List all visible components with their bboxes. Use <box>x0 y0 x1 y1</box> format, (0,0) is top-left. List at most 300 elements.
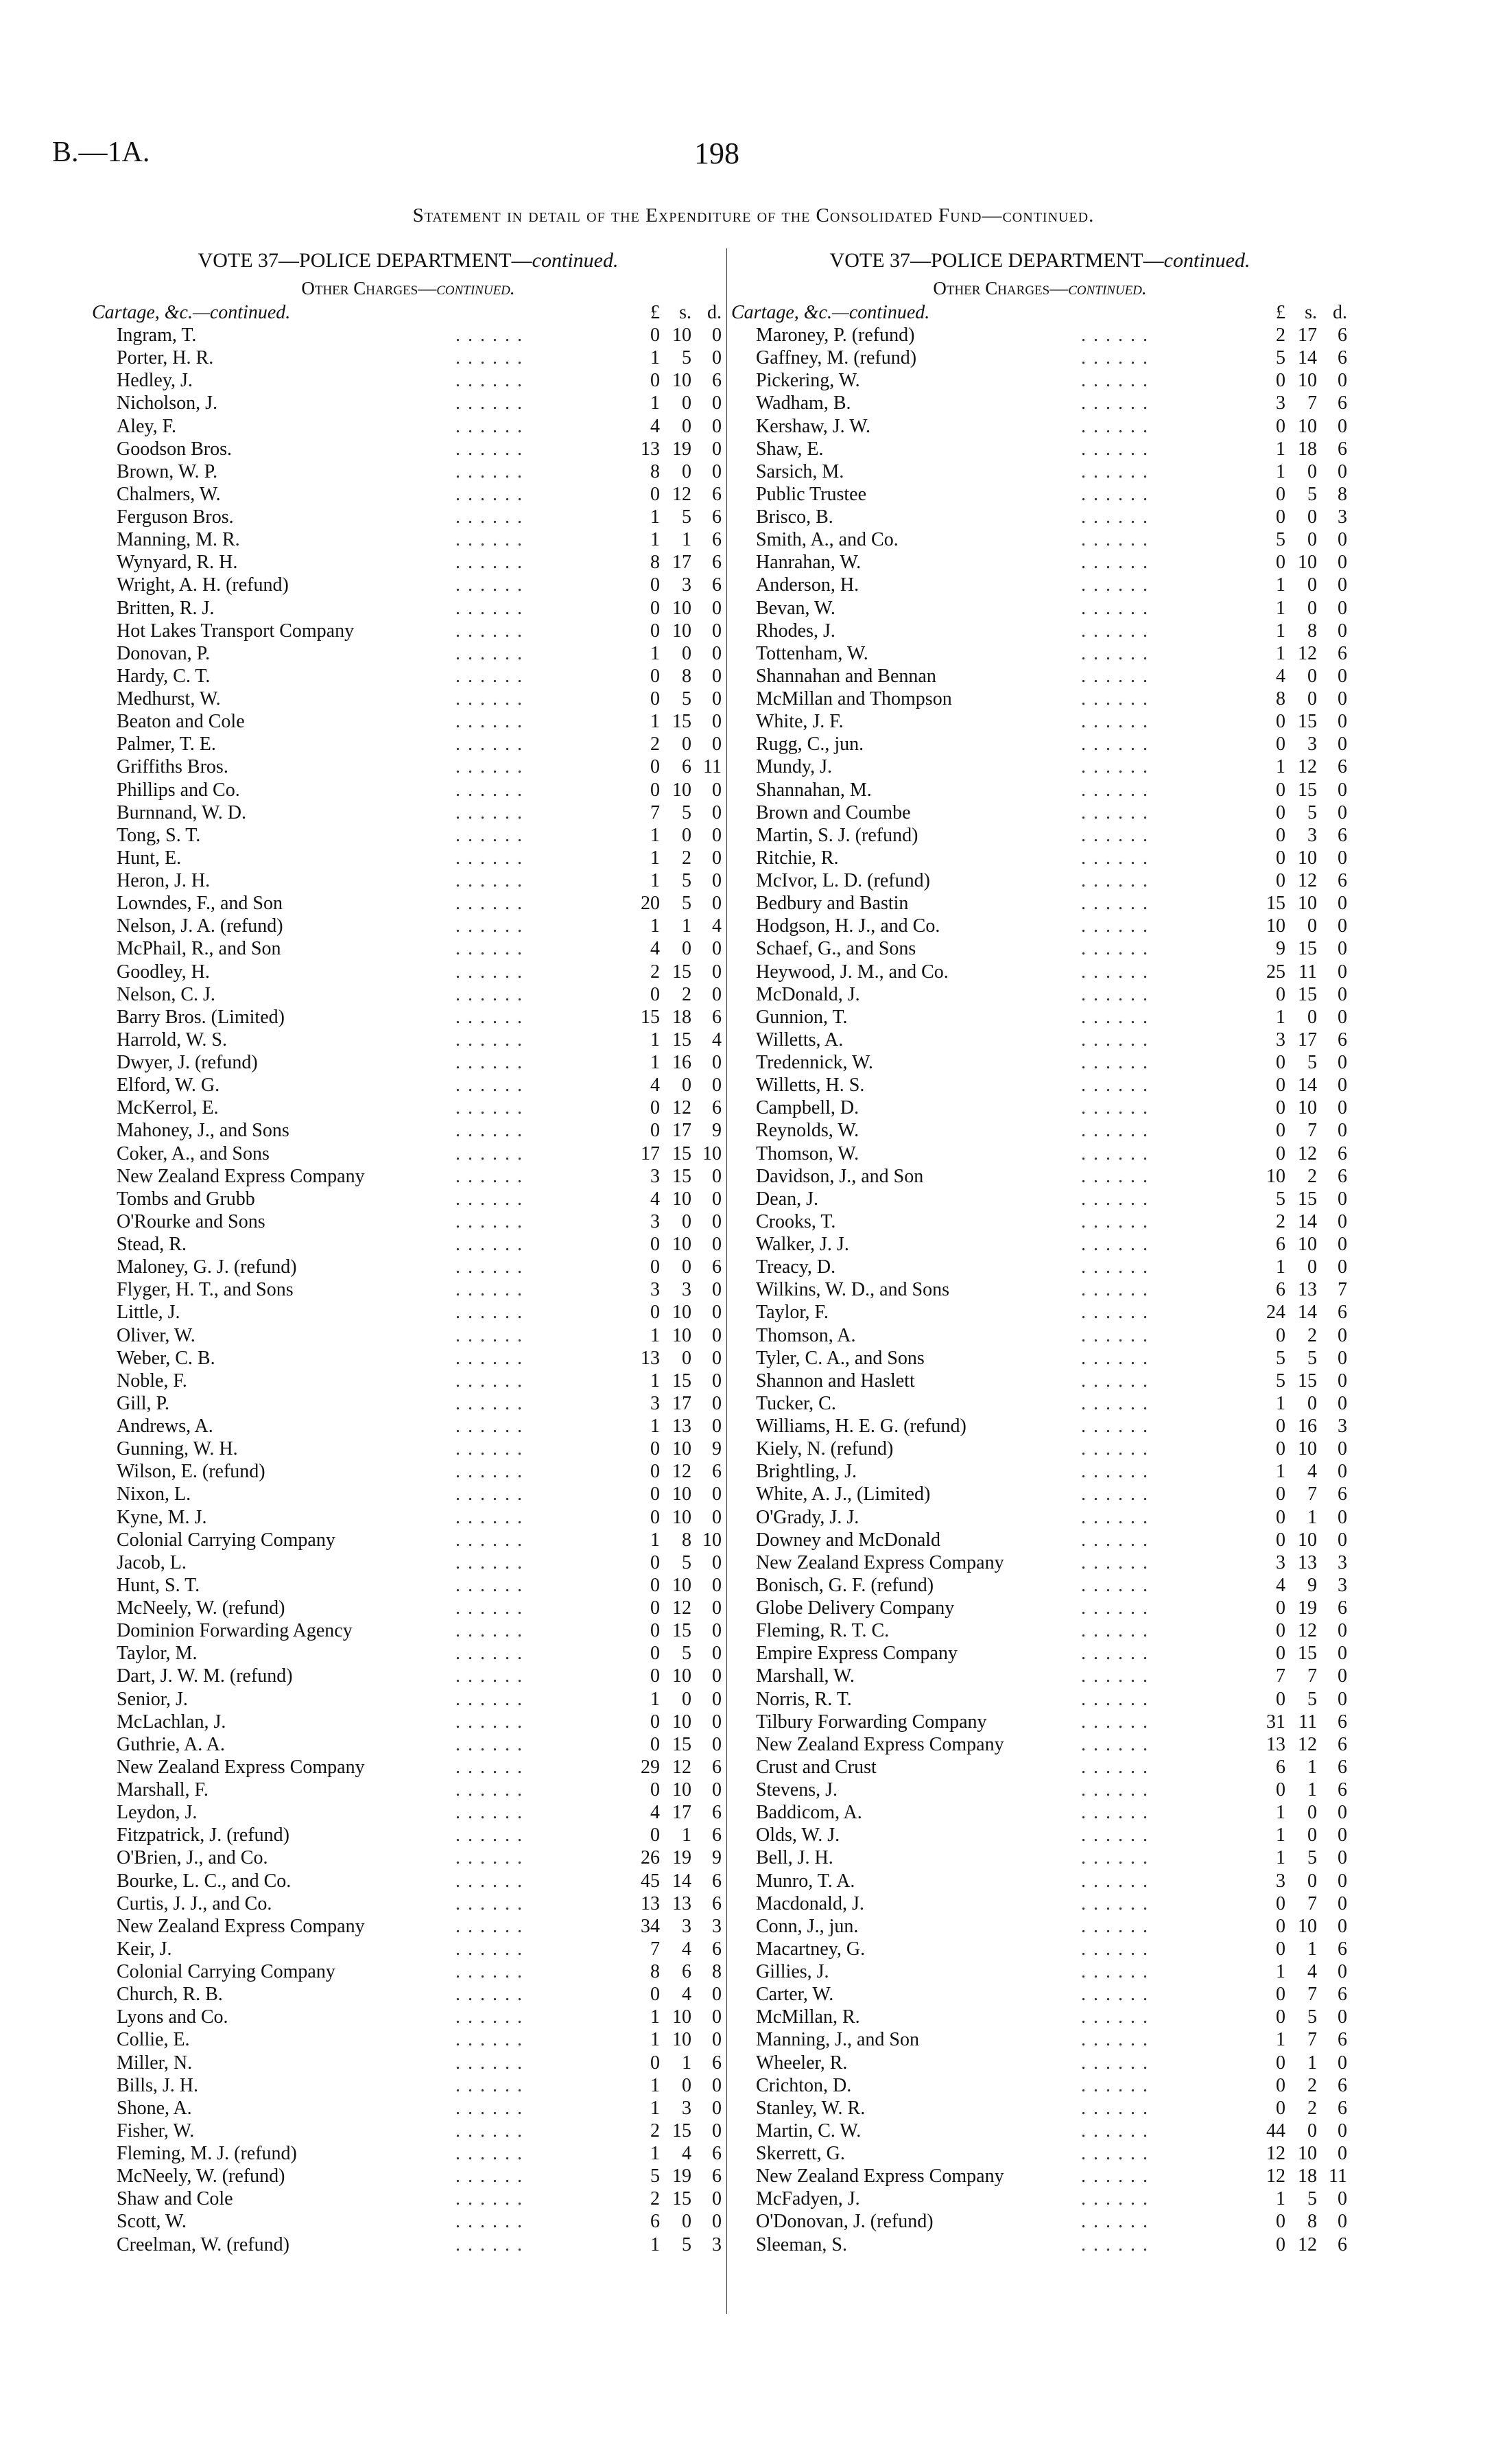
amount-pence: 0 <box>712 665 722 687</box>
payee-name: Creelman, W. (refund) <box>117 2233 289 2255</box>
amount-shillings: 18 <box>1298 2166 1317 2187</box>
amount-pounds: 0 <box>1276 483 1285 505</box>
ledger-row <box>731 1006 1349 1029</box>
amount-pence: 0 <box>1338 711 1347 733</box>
leader-dots: . . . . . . <box>455 1643 523 1665</box>
payee-name: New Zealand Express Company <box>117 1915 365 1937</box>
payee-name: Empire Express Company <box>756 1643 958 1665</box>
amount-pence: 6 <box>1338 2097 1347 2119</box>
amount-pence: 6 <box>1338 2074 1347 2096</box>
leader-dots: . . . . . . <box>1081 415 1149 437</box>
payee-name: Sarsich, M. <box>756 460 844 482</box>
amount-pence: 6 <box>712 2143 722 2164</box>
amount-pence: 0 <box>1338 2143 1347 2164</box>
leader-dots: . . . . . . <box>455 1506 523 1528</box>
payee-name: Olds, W. J. <box>756 1824 840 1846</box>
amount-pence: 6 <box>1338 1984 1347 2006</box>
leader-dots: . . . . . . <box>455 2166 523 2187</box>
amount-shillings: 19 <box>672 1847 691 1869</box>
amount-pence: 0 <box>1338 1052 1347 1073</box>
ledger-row <box>92 688 724 710</box>
amount-shillings: 15 <box>672 1142 691 1164</box>
amount-pounds: 13 <box>641 1347 660 1369</box>
amount-pounds: 0 <box>650 779 660 801</box>
payee-name: New Zealand Express Company <box>756 1551 1004 1573</box>
amount-pounds: 0 <box>650 665 660 687</box>
payee-name: Collie, E. <box>117 2029 190 2051</box>
amount-pence: 6 <box>1338 1733 1347 1755</box>
amount-pounds: 1 <box>650 1029 660 1051</box>
amount-pence: 6 <box>1338 824 1347 846</box>
ledger-row <box>731 1278 1349 1301</box>
ledger-row <box>731 1892 1349 1915</box>
payee-name: Guthrie, A. A. <box>117 1733 225 1755</box>
amount-pence: 6 <box>1338 1711 1347 1733</box>
payee-name: Kyne, M. J. <box>117 1506 207 1528</box>
leader-dots: . . . . . . <box>1081 1574 1149 1596</box>
payee-name: Hanrahan, W. <box>756 552 862 574</box>
ledger-row <box>92 1188 724 1210</box>
amount-pence: 0 <box>1338 1075 1347 1096</box>
amount-pence: 6 <box>1338 2233 1347 2255</box>
leader-dots: . . . . . . <box>455 1438 523 1460</box>
amount-pence: 0 <box>712 938 722 960</box>
amount-pence: 6 <box>712 1938 722 1960</box>
ledger-row <box>92 779 724 801</box>
leader-dots: . . . . . . <box>1081 392 1149 414</box>
leader-dots: . . . . . . <box>455 1551 523 1573</box>
ledger-row <box>731 483 1349 506</box>
amount-pounds: 0 <box>650 1438 660 1460</box>
amount-shillings: 5 <box>1307 2188 1317 2210</box>
ledger-row <box>731 733 1349 755</box>
leader-dots: . . . . . . <box>455 552 523 574</box>
leader-dots: . . . . . . <box>455 2006 523 2028</box>
amount-pounds: 0 <box>1276 1892 1285 1914</box>
ledger-row <box>731 1165 1349 1188</box>
amount-pounds: 2 <box>650 2120 660 2142</box>
leader-dots: . . . . . . <box>455 1370 523 1392</box>
leader-dots: . . . . . . <box>1081 847 1149 869</box>
amount-pence: 9 <box>712 1438 722 1460</box>
amount-pence: 0 <box>1338 1392 1347 1414</box>
payee-name: Tredennick, W. <box>756 1052 873 1073</box>
leader-dots: . . . . . . <box>1081 1279 1149 1301</box>
amount-pounds: 7 <box>650 1938 660 1960</box>
vote-heading-left: VOTE 37—POLICE DEPARTMENT—continued. <box>198 249 619 272</box>
leader-dots: . . . . . . <box>1081 961 1149 983</box>
leader-dots: . . . . . . <box>455 1733 523 1755</box>
payee-name: Anderson, H. <box>756 574 859 596</box>
amount-pounds: 1 <box>1276 1392 1285 1414</box>
amount-pence: 6 <box>712 1870 722 1892</box>
leader-dots: . . . . . . <box>1081 1438 1149 1460</box>
amount-shillings: 3 <box>682 2097 691 2119</box>
amount-pence: 6 <box>712 1461 722 1483</box>
payee-name: Taylor, M. <box>117 1643 198 1665</box>
shillings-header: s. <box>679 302 691 323</box>
payee-name: Ritchie, R. <box>756 847 839 869</box>
ledger-row <box>731 1210 1349 1233</box>
amount-pence: 6 <box>712 1824 722 1846</box>
leader-dots: . . . . . . <box>1081 620 1149 642</box>
amount-shillings: 15 <box>1298 1370 1317 1392</box>
payee-name: Skerrett, G. <box>756 2143 845 2164</box>
amount-pounds: 0 <box>650 1097 660 1119</box>
leader-dots: . . . . . . <box>1081 438 1149 460</box>
payee-name: McMillan and Thompson <box>756 688 952 709</box>
amount-shillings: 10 <box>672 1574 691 1596</box>
leader-dots: . . . . . . <box>455 1029 523 1051</box>
amount-pence: 6 <box>712 1892 722 1914</box>
leader-dots: . . . . . . <box>1081 2074 1149 2096</box>
leader-dots: . . . . . . <box>455 1097 523 1119</box>
ledger-row <box>731 983 1349 1006</box>
ledger-row <box>731 665 1349 688</box>
leader-dots: . . . . . . <box>455 870 523 891</box>
amount-pounds: 1 <box>650 1416 660 1437</box>
amount-pounds: 44 <box>1266 2120 1285 2142</box>
payee-name: Flyger, H. T., and Sons <box>117 1279 294 1301</box>
ledger-row <box>731 1801 1349 1824</box>
payee-name: Bevan, W. <box>756 597 835 619</box>
amount-pence: 0 <box>712 1733 722 1755</box>
amount-pounds: 25 <box>1266 961 1285 983</box>
leader-dots: . . . . . . <box>1081 1756 1149 1778</box>
amount-shillings: 12 <box>1298 1733 1317 1755</box>
ledger-row <box>92 1665 724 1687</box>
leader-dots: . . . . . . <box>455 1165 523 1187</box>
amount-pounds: 0 <box>1276 1643 1285 1665</box>
payee-name: Kershaw, J. W. <box>756 415 870 437</box>
document-reference: B.—1A. <box>52 137 150 168</box>
leader-dots: . . . . . . <box>1081 824 1149 846</box>
leader-dots: . . . . . . <box>1081 2029 1149 2051</box>
payee-name: Bills, J. H. <box>117 2074 199 2096</box>
ledger-row <box>92 937 724 960</box>
amount-pence: 10 <box>702 1142 722 1164</box>
amount-pence: 6 <box>712 1756 722 1778</box>
amount-pence: 0 <box>1338 779 1347 801</box>
amount-pence: 0 <box>712 325 722 346</box>
amount-pence: 6 <box>1338 1302 1347 1324</box>
amount-shillings: 1 <box>1307 1779 1317 1800</box>
amount-shillings: 10 <box>672 1711 691 1733</box>
leader-dots: . . . . . . <box>455 325 523 346</box>
leader-dots: . . . . . . <box>455 1324 523 1346</box>
amount-pounds: 1 <box>650 506 660 528</box>
amount-pence: 0 <box>712 1665 722 1687</box>
amount-shillings: 14 <box>672 1870 691 1892</box>
amount-pence: 0 <box>712 642 722 664</box>
payee-name: Hot Lakes Transport Company <box>117 620 355 642</box>
ledger-row <box>731 369 1349 392</box>
amount-pence: 0 <box>712 2188 722 2210</box>
amount-shillings: 0 <box>1307 574 1317 596</box>
leader-dots: . . . . . . <box>1081 1302 1149 1324</box>
leader-dots: . . . . . . <box>455 1665 523 1687</box>
ledger-row <box>92 597 724 620</box>
leader-dots: . . . . . . <box>1081 779 1149 801</box>
amount-shillings: 1 <box>1307 1506 1317 1528</box>
amount-pence: 0 <box>712 1779 722 1800</box>
amount-pence: 0 <box>712 1075 722 1096</box>
ledger-row <box>731 688 1349 710</box>
amount-pence: 6 <box>712 506 722 528</box>
amount-pounds: 0 <box>1276 2052 1285 2074</box>
amount-shillings: 5 <box>682 688 691 709</box>
ledger-row <box>92 1688 724 1711</box>
leader-dots: . . . . . . <box>455 801 523 823</box>
amount-pence: 6 <box>712 552 722 574</box>
payee-name: Shaw, E. <box>756 438 824 460</box>
pence-header: d. <box>1333 302 1347 323</box>
ledger-row <box>92 892 724 915</box>
amount-shillings: 14 <box>1298 1302 1317 1324</box>
amount-pounds: 0 <box>1276 870 1285 891</box>
amount-pounds: 1 <box>650 915 660 937</box>
amount-pounds: 0 <box>1276 1324 1285 1346</box>
amount-pence: 0 <box>1338 1234 1347 1255</box>
amount-shillings: 15 <box>1298 938 1317 960</box>
ledger-row <box>731 779 1349 801</box>
payee-name: Jacob, L. <box>117 1551 187 1573</box>
ledger-row <box>92 415 724 438</box>
leader-dots: . . . . . . <box>1081 2166 1149 2187</box>
ledger-row <box>731 847 1349 869</box>
amount-pounds: 0 <box>1276 1915 1285 1937</box>
amount-shillings: 10 <box>672 1324 691 1346</box>
amount-pence: 3 <box>1338 1574 1347 1596</box>
leader-dots: . . . . . . <box>1081 2143 1149 2164</box>
amount-pence: 0 <box>1338 961 1347 983</box>
payee-name: McNeely, W. (refund) <box>117 1597 285 1619</box>
leader-dots: . . . . . . <box>1081 1665 1149 1687</box>
leader-dots: . . . . . . <box>455 961 523 983</box>
payee-name: Wilkins, W. D., and Sons <box>756 1279 950 1301</box>
leader-dots: . . . . . . <box>455 347 523 369</box>
payee-name: Oliver, W. <box>117 1324 195 1346</box>
leader-dots: . . . . . . <box>455 392 523 414</box>
amount-pounds: 0 <box>1276 1120 1285 1142</box>
payee-name: Ingram, T. <box>117 325 197 346</box>
ledger-row <box>731 1051 1349 1074</box>
payee-name: Brisco, B. <box>756 506 833 528</box>
amount-pence: 0 <box>1338 370 1347 392</box>
amount-pence: 0 <box>1338 1529 1347 1551</box>
amount-pounds: 3 <box>650 1279 660 1301</box>
amount-pounds: 1 <box>1276 460 1285 482</box>
leader-dots: . . . . . . <box>455 824 523 846</box>
amount-pounds: 0 <box>1276 1938 1285 1960</box>
ledger-row <box>731 1460 1349 1483</box>
amount-pence: 0 <box>712 2211 722 2233</box>
ledger-row <box>731 1438 1349 1460</box>
amount-pounds: 0 <box>650 1256 660 1278</box>
payee-name: Hodgson, H. J., and Co. <box>756 915 940 937</box>
amount-pence: 6 <box>712 2166 722 2187</box>
amount-shillings: 9 <box>1307 1574 1317 1596</box>
ledger-row <box>731 1870 1349 1892</box>
ledger-row <box>92 801 724 824</box>
amount-shillings: 13 <box>1298 1551 1317 1573</box>
ledger-row <box>731 1574 1349 1597</box>
amount-pounds: 0 <box>650 1551 660 1573</box>
payee-name: Wheeler, R. <box>756 2052 848 2074</box>
amount-pounds: 1 <box>650 1529 660 1551</box>
amount-pence: 3 <box>712 1915 722 1937</box>
ledger-row <box>92 1801 724 1824</box>
payee-name: Colonial Carrying Company <box>117 1529 335 1551</box>
ledger-row <box>731 824 1349 847</box>
amount-shillings: 8 <box>1307 2211 1317 2233</box>
leader-dots: . . . . . . <box>455 2211 523 2233</box>
amount-pence: 11 <box>703 756 722 778</box>
amount-shillings: 17 <box>672 1392 691 1414</box>
leader-dots: . . . . . . <box>1081 1120 1149 1142</box>
ledger-row <box>731 347 1349 369</box>
amount-shillings: 18 <box>1298 438 1317 460</box>
payee-name: Noble, F. <box>117 1370 187 1392</box>
ledger-row <box>92 347 724 369</box>
entries-left <box>92 324 724 2256</box>
leader-dots: . . . . . . <box>1081 1006 1149 1028</box>
leader-dots: . . . . . . <box>1081 1347 1149 1369</box>
amount-pounds: 1 <box>1276 1824 1285 1846</box>
amount-shillings: 5 <box>1307 483 1317 505</box>
leader-dots: . . . . . . <box>1081 1052 1149 1073</box>
amount-shillings: 10 <box>672 370 691 392</box>
leader-dots: . . . . . . <box>455 1188 523 1210</box>
amount-shillings: 10 <box>672 1779 691 1800</box>
amount-pence: 0 <box>1338 1961 1347 1982</box>
amount-shillings: 0 <box>1307 1870 1317 1892</box>
payee-name: Heywood, J. M., and Co. <box>756 961 949 983</box>
ledger-row <box>731 1301 1349 1324</box>
leader-dots: . . . . . . <box>1081 1416 1149 1437</box>
amount-pence: 0 <box>1338 2120 1347 2142</box>
amount-pence: 0 <box>712 2120 722 2142</box>
amount-pence: 6 <box>712 2052 722 2074</box>
amount-pence: 0 <box>712 1597 722 1619</box>
ledger-row <box>92 1483 724 1505</box>
payee-name: Nicholson, J. <box>117 392 217 414</box>
amount-pounds: 0 <box>1276 1779 1285 1800</box>
amount-pence: 0 <box>1338 2052 1347 2074</box>
payee-name: White, J. F. <box>756 711 844 733</box>
leader-dots: . . . . . . <box>455 1574 523 1596</box>
payee-name: McIvor, L. D. (refund) <box>756 870 930 891</box>
leader-dots: . . . . . . <box>1081 370 1149 392</box>
amount-pounds: 4 <box>1276 1574 1285 1596</box>
payee-name: Tong, S. T. <box>117 824 201 846</box>
payee-name: Barry Bros. (Limited) <box>117 1006 285 1028</box>
payee-name: Manning, M. R. <box>117 529 240 551</box>
amount-pence: 0 <box>712 1188 722 1210</box>
amount-shillings: 10 <box>1298 552 1317 574</box>
amount-pence: 0 <box>1338 2006 1347 2028</box>
payee-name: Reynolds, W. <box>756 1120 859 1142</box>
amount-pence: 10 <box>702 1529 722 1551</box>
amount-shillings: 10 <box>672 1665 691 1687</box>
amount-shillings: 12 <box>1298 642 1317 664</box>
amount-shillings: 10 <box>672 597 691 619</box>
payee-name: McFadyen, J. <box>756 2188 860 2210</box>
payee-name: Goodson Bros. <box>117 438 233 460</box>
ledger-row <box>92 2165 724 2187</box>
amount-pence: 0 <box>1338 1802 1347 1824</box>
amount-pence: 0 <box>1338 1915 1347 1937</box>
amount-pounds: 0 <box>650 574 660 596</box>
ledger-row <box>731 937 1349 960</box>
amount-pounds: 6 <box>1276 1234 1285 1255</box>
payee-name: Wright, A. H. (refund) <box>117 574 289 596</box>
ledger-row <box>92 528 724 551</box>
amount-pence: 6 <box>1338 1779 1347 1800</box>
amount-pounds: 1 <box>650 529 660 551</box>
leader-dots: . . . . . . <box>1081 325 1149 346</box>
pence-header: d. <box>707 302 722 323</box>
amount-pounds: 1 <box>1276 597 1285 619</box>
payee-name: O'Grady, J. J. <box>756 1506 859 1528</box>
leader-dots: . . . . . . <box>1081 2233 1149 2255</box>
amount-pounds: 0 <box>1276 1984 1285 2006</box>
amount-pence: 0 <box>1338 983 1347 1005</box>
ledger-row <box>731 2210 1349 2233</box>
payee-name: Pickering, W. <box>756 370 860 392</box>
payee-name: Walker, J. J. <box>756 1234 849 1255</box>
amount-pence: 0 <box>1338 620 1347 642</box>
amount-shillings: 0 <box>682 938 691 960</box>
amount-pounds: 0 <box>650 1824 660 1846</box>
payee-name: Mundy, J. <box>756 756 832 778</box>
amount-pounds: 1 <box>650 347 660 369</box>
amount-pence: 8 <box>1338 483 1347 505</box>
payee-name: Burnnand, W. D. <box>117 801 246 823</box>
amount-pounds: 29 <box>641 1756 660 1778</box>
ledger-row <box>731 2097 1349 2120</box>
amount-pence: 0 <box>712 734 722 755</box>
amount-shillings: 7 <box>1307 1892 1317 1914</box>
amount-shillings: 12 <box>672 1597 691 1619</box>
payee-name: Fleming, R. T. C. <box>756 1620 890 1642</box>
amount-pence: 0 <box>712 779 722 801</box>
amount-pence: 0 <box>1338 460 1347 482</box>
amount-pence: 6 <box>712 574 722 596</box>
amount-shillings: 12 <box>672 1756 691 1778</box>
leader-dots: . . . . . . <box>1081 1620 1149 1642</box>
amount-pounds: 2 <box>1276 1210 1285 1232</box>
amount-pounds: 4 <box>650 1075 660 1096</box>
payee-name: Wilson, E. (refund) <box>117 1461 265 1483</box>
leader-dots: . . . . . . <box>1081 1870 1149 1892</box>
ledger-row <box>731 801 1349 824</box>
ledger-row <box>92 1551 724 1574</box>
ledger-row <box>92 1096 724 1119</box>
amount-pounds: 15 <box>1266 893 1285 915</box>
amount-pounds: 0 <box>1276 1506 1285 1528</box>
amount-pounds: 0 <box>650 1733 660 1755</box>
amount-pence: 6 <box>712 370 722 392</box>
amount-pence: 6 <box>1338 1938 1347 1960</box>
amount-pounds: 1 <box>650 1052 660 1073</box>
amount-pounds: 0 <box>1276 1052 1285 1073</box>
ledger-row <box>92 1642 724 1665</box>
leader-dots: . . . . . . <box>455 1075 523 1096</box>
leader-dots: . . . . . . <box>455 460 523 482</box>
leader-dots: . . . . . . <box>1081 1234 1149 1255</box>
ledger-row <box>731 1506 1349 1529</box>
